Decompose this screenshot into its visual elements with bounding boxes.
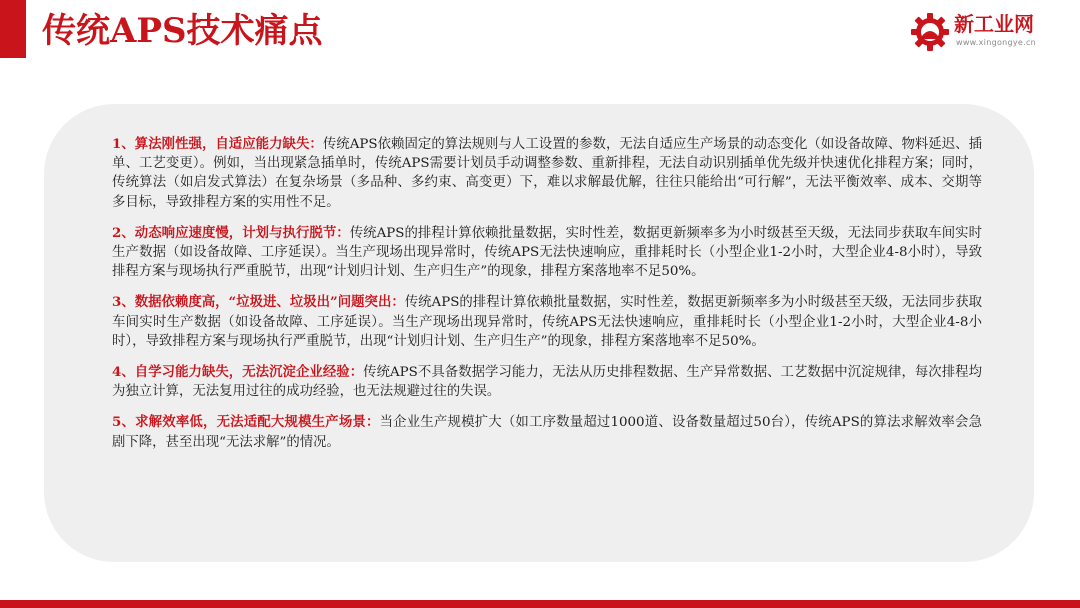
pain-point-5 (112, 413, 982, 451)
pain-point-1-body: 传统APS依赖固定的算法规则与人工设置的参数，无法自适应生产场景的动态变化（如设备故障、物料延迟、插单、工艺变更）。例如，当出现紧急插单时，传统APS需要计划员手动调整参数、重新排程，无法自动识别插单优先级并快速优化排程方案；同时，传统算法（如启发式算法）在复杂场景（多品种、多约束、高变更）下，难以求解最优解，往往只能给出“可行解”，无法平衡效率、成本、交期等多目标，导致排程方案的实用性不足。 (112, 137, 982, 210)
pain-point-2-body: 传统APS的排程计算依赖批量数据，实时性差，数据更新频率多为小时级甚至天级，无法同步获取车间实时生产数据（如设备故障、工序延误）。当生产现场出现异常时，传统APS无法快速响应，重排耗时长（小型企业1-2小时，大型企业4-8小时），导致排程方案与现场执行严重脱节，出现“计划归计划、生产归生产”的现象，排程方案落地率不足50%。 (112, 225, 982, 280)
pain-point-1 (112, 135, 982, 212)
slide-title: 传统APS技术痛点 (42, 11, 323, 51)
pain-point-3-body: 传统APS的排程计算依赖批量数据，实时性差，数据更新频率多为小时级甚至天级，无法同步获取车间实时生产数据（如设备故障、工序延误）。当生产现场出现异常时，传统APS无法快速响应，重排耗时长（小型企业1-2小时，大型企业4-8小时），导致排程方案与现场执行严重脱节，出现“计划归计划、生产归生产”的现象，排程方案落地率不足50%。 (112, 295, 982, 349)
pain-point-5-body: 当企业生产规模扩大（如工序数量超过1000道、设备数量超过50台），传统APS的算法求解效率会急剧下降，甚至出现“无法求解”的情况。 (112, 415, 982, 450)
pain-point-3-heading: 3、数据依赖度高，“垃圾进、垃圾出”问题突出： (112, 294, 405, 311)
pain-point-4-heading: 4、自学习能力缺失，无法沉淀企业经验： (112, 364, 364, 381)
brand-logo (910, 10, 1058, 54)
pain-points-list (112, 135, 982, 464)
pain-point-1-heading: 1、算法刚性强，自适应能力缺失： (112, 136, 323, 152)
pain-point-4-body: 传统APS不具备数据学习能力，无法从历史排程数据、生产异常数据、工艺数据中沉淀规律，每次排程均为独立计算，无法复用过往的成功经验，也无法规避过往的失误。 (112, 365, 982, 400)
pain-point-4 (112, 363, 982, 401)
logo-name: 新工业网 (954, 12, 1034, 36)
pain-point-2-heading: 2、动态响应速度慢，计划与执行脱节： (112, 224, 350, 241)
logo-url: www.xingongye.cn (956, 38, 1037, 47)
pain-point-2 (112, 224, 982, 282)
pain-point-3 (112, 293, 982, 351)
title-accent-bar (0, 0, 26, 58)
pain-point-5-heading: 5、求解效率低，无法适配大规模生产场景： (112, 414, 380, 431)
gear-logo-icon (910, 12, 950, 52)
footer-accent-bar (0, 600, 1080, 608)
